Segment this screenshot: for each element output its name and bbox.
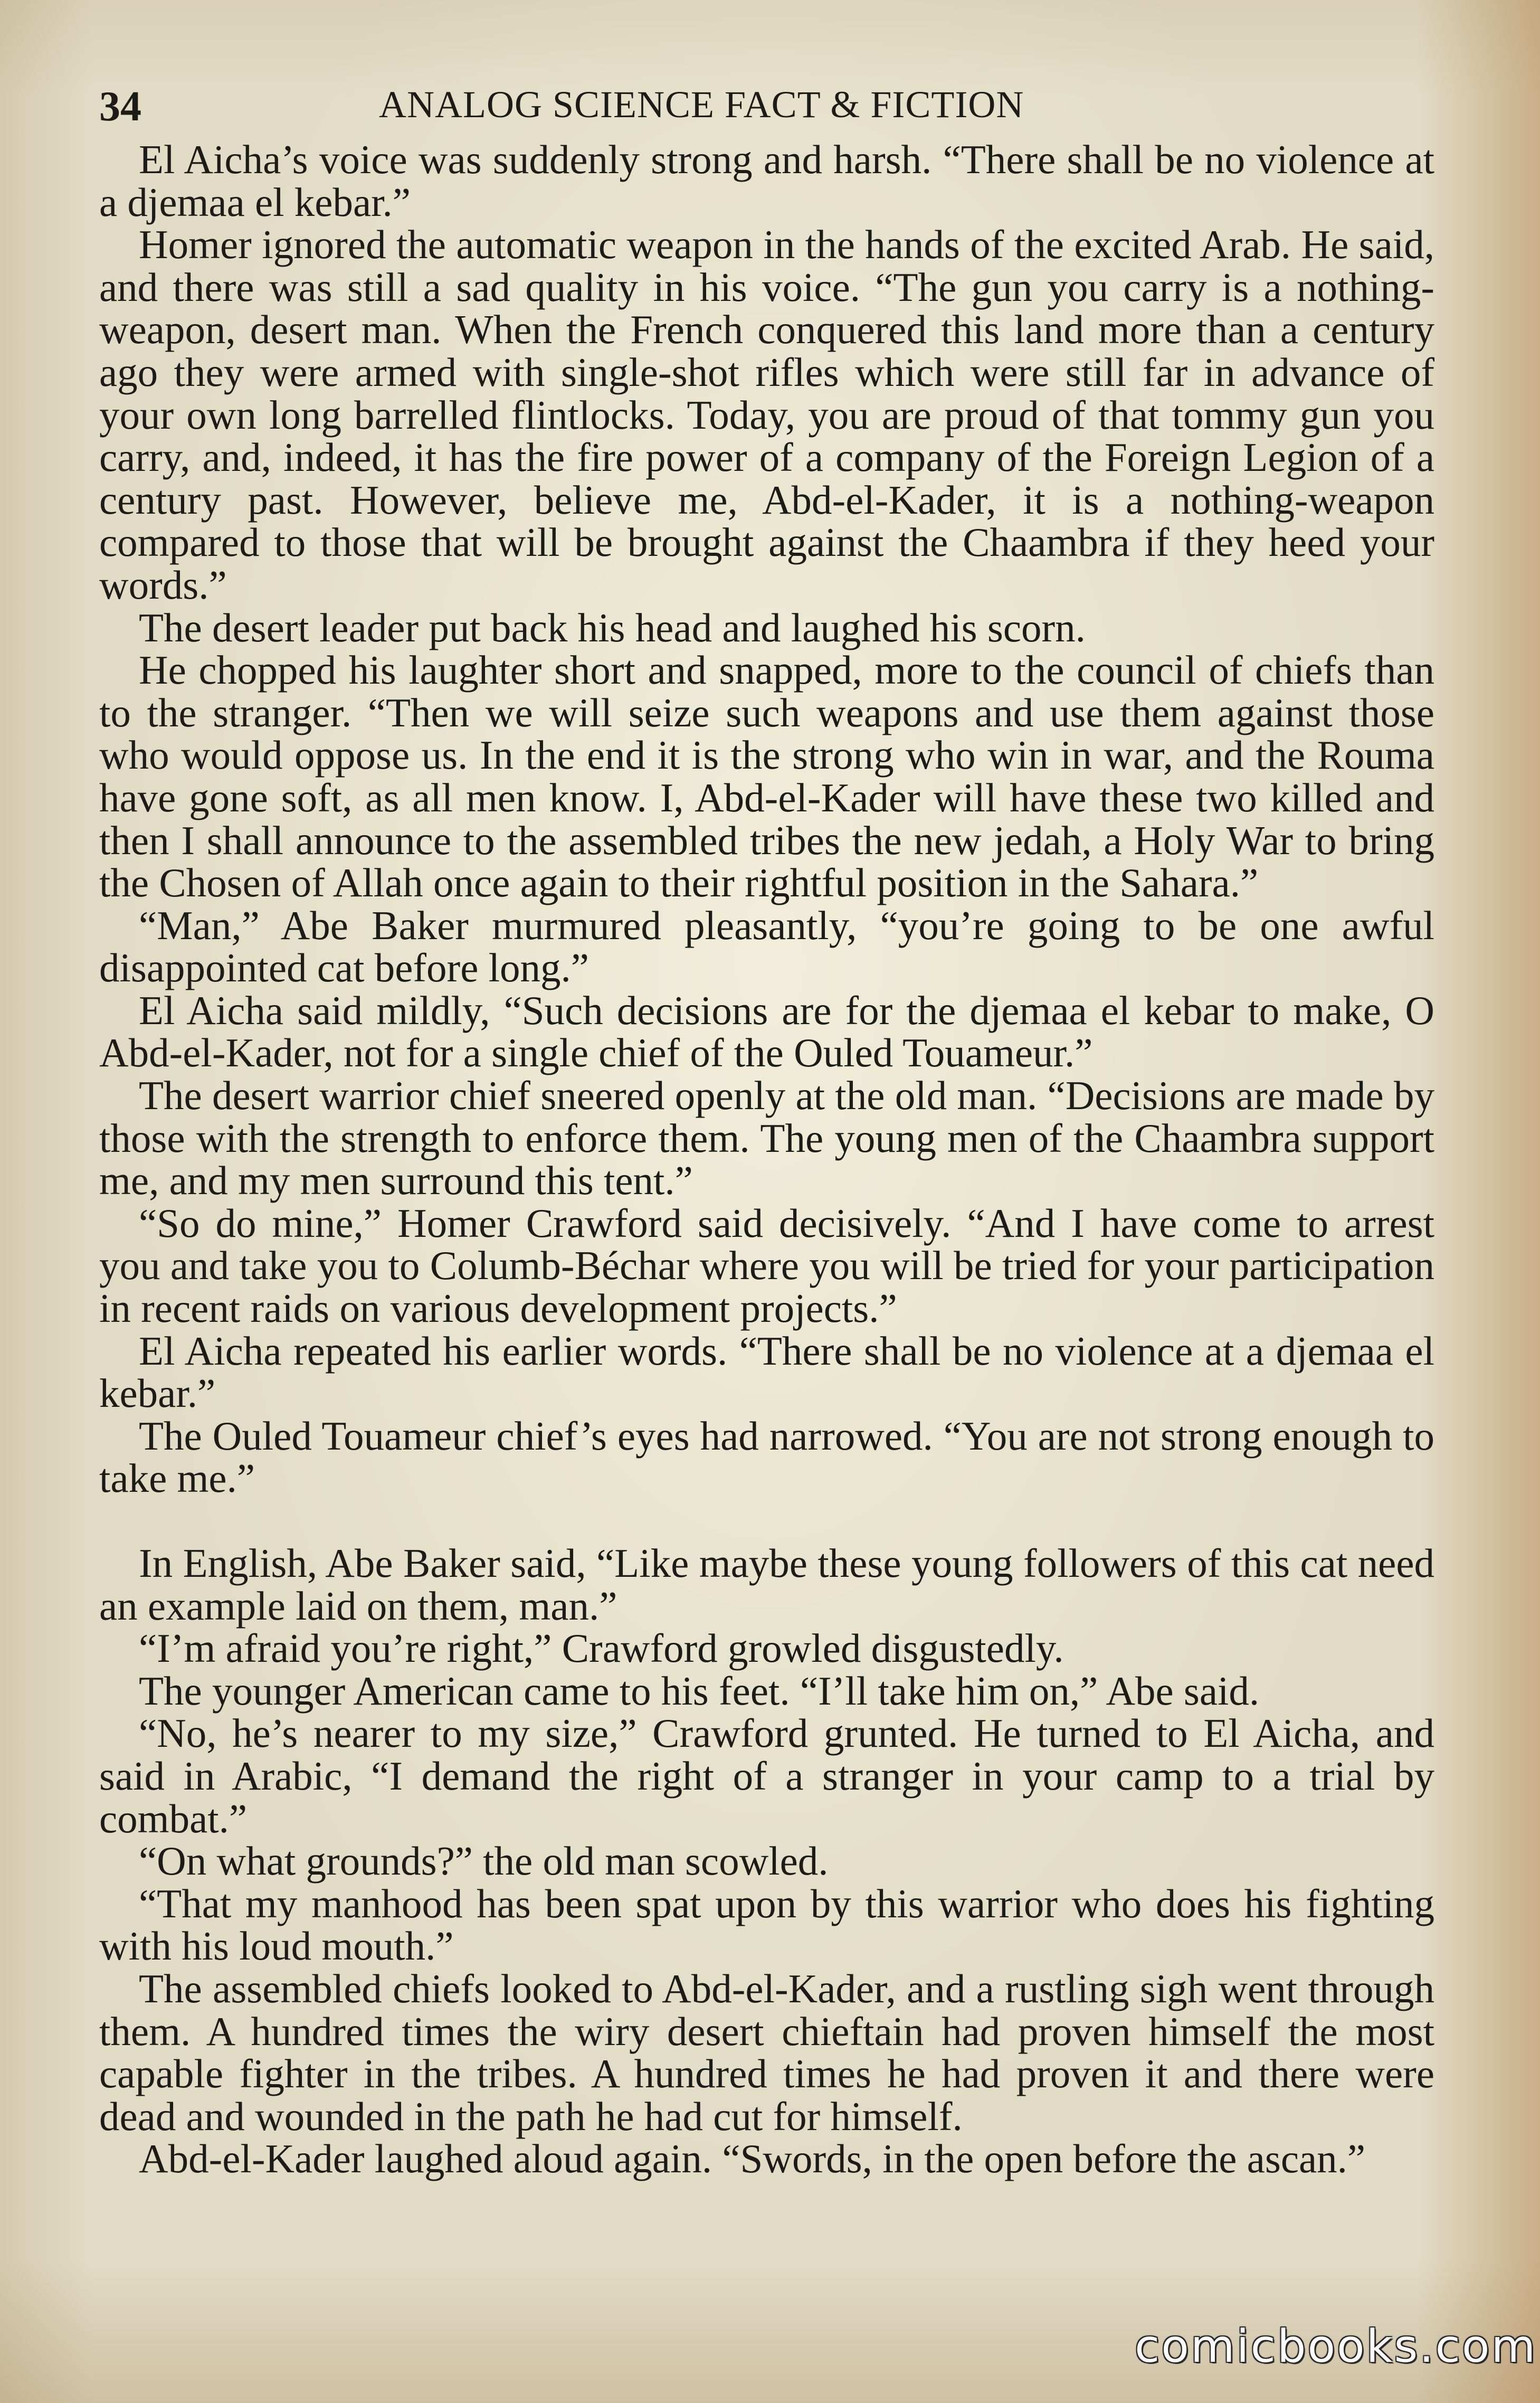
paragraph: “Man,” Abe Baker murmured pleasantly, “you’re going to be one awful disappointed cat before long.” (99, 902, 1434, 991)
paragraph: The assembled chiefs looked to Abd-el-Kader, and a rustling sigh went through them. A hundred times the wiry desert chieftain had proven himself the most capable fighter in the tribes. A hundred times he had proven it and there were dead and wounded in the path he had cut for himself. (99, 1965, 1434, 2139)
paragraph: El Aicha’s voice was suddenly strong and harsh. “There shall be no violence at a djemaa el kebar.” (99, 137, 1434, 225)
paragraph: In English, Abe Baker said, “Like maybe these young followers of this cat need an example laid on them, man.” (99, 1540, 1434, 1629)
paragraph: Abd-el-Kader laughed aloud again. “Swords, in the open before the ascan.” (139, 2136, 1366, 2182)
paragraph: The younger American came to his feet. “I’ll take him on,” Abe said. (139, 1668, 1260, 1714)
book-page (99, 80, 1434, 2319)
running-title: ANALOG SCIENCE FACT & FICTION (379, 83, 1024, 126)
page-number: 34 (99, 83, 141, 130)
story-text (99, 138, 1434, 2180)
paragraph: El Aicha said mildly, “Such decisions are for the djemaa el kebar to make, O Abd-el-Kader, not for a single chief of the Ouled Touameur.” (99, 987, 1434, 1076)
paragraph: “That my manhood has been spat upon by this warrior who does his fighting with his loud mouth.” (99, 1880, 1434, 1969)
paragraph: “I’m afraid you’re right,” Crawford growled disgustedly. (139, 1625, 1064, 1671)
paragraph: The desert leader put back his head and laughed his scorn. (139, 604, 1086, 650)
paragraph: “So do mine,” Homer Crawford said decisively. “And I have come to arrest you and take you to Columb-Béchar where you will be tried for your participation in recent raids on various development projects.” (99, 1200, 1434, 1331)
paragraph: “On what grounds?” the old man scowled. (139, 1838, 829, 1884)
paragraph: “No, he’s nearer to my size,” Crawford grunted. He turned to El Aicha, and said in Arabic, “I demand the right of a stranger in your camp to a trial by combat.” (99, 1710, 1434, 1841)
paragraph: The Ouled Touameur chief’s eyes had narrowed. “You are not strong enough to take me.” (99, 1413, 1434, 1501)
paragraph: Homer ignored the automatic weapon in the hands of the excited Arab. He said, and there was still a sad quality in his voice. “The gun you carry is a nothing-weapon, desert man. When the French conquered this land more than a century ago they were armed with single-shot rifles which were still far in advance of your own long barrelled flintlocks. Today, you are proud of that tommy gun you carry, and, indeed, it has the fire power of a company of the Foreign Legion of a century past. However, believe me, Abd-el-Kader, it is a nothing-weapon compared to those that will be brought against the Chaambra if they heed your words.” (99, 222, 1434, 608)
running-head (99, 80, 1434, 138)
paragraph: He chopped his laughter short and snapped, more to the council of chiefs than to the stranger. “Then we will seize such weapons and use them against those who would oppose us. In the end it is the strong who win in war, and the Rouma have gone soft, as all men know. I, Abd-el-Kader will have these two killed and then I shall announce to the assembled tribes the new jedah, a Holy War to bring the Chosen of Allah once again to their rightful position in the Sahara.” (99, 647, 1434, 906)
paragraph: The desert warrior chief sneered openly at the old man. “Decisions are made by those with the strength to enforce them. The young men of the Chaambra support me, and my men surround this tent.” (99, 1073, 1434, 1204)
paragraph: El Aicha repeated his earlier words. “There shall be no violence at a djemaa el kebar.” (99, 1328, 1434, 1416)
site-watermark: comicbooks.com (1135, 2320, 1537, 2373)
